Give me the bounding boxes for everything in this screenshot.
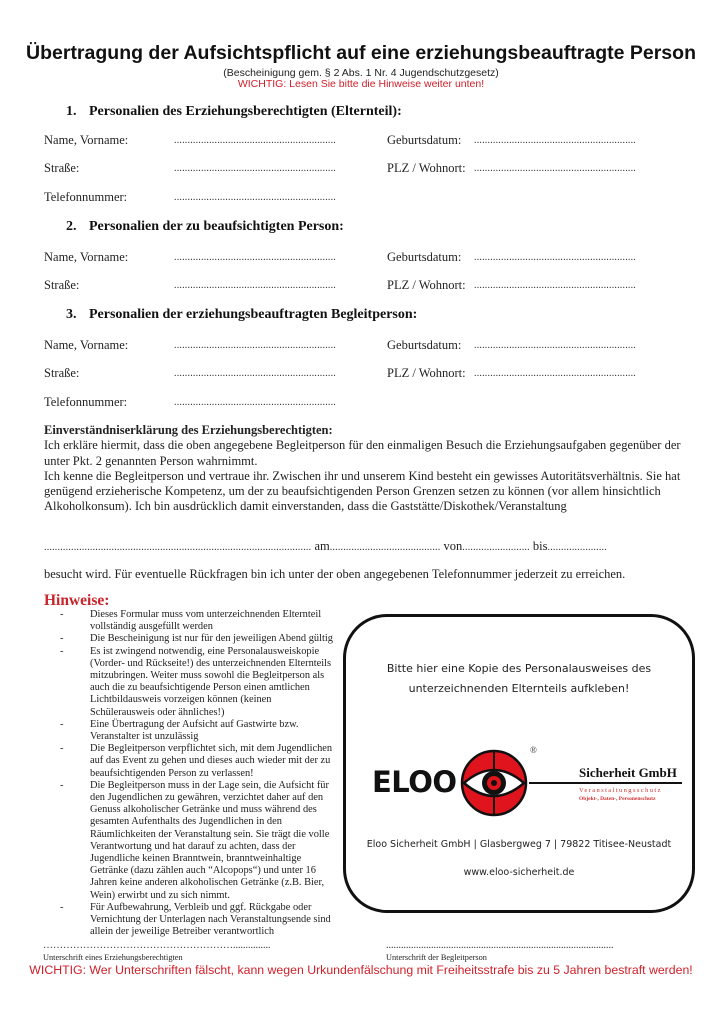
s3-street-field[interactable]: ............................................................	[174, 368, 336, 379]
hint-text: Die Bescheinigung ist nur für den jeweiligen Abend gültig	[90, 633, 333, 645]
logo-tagline-2: Objekt-, Daten-, Personenschutz	[579, 796, 656, 802]
parent-signature-field[interactable]: …………………………………………………...............	[43, 940, 271, 951]
s2-zip-city-field[interactable]: ............................................................	[474, 280, 636, 291]
parent-signature-label: Unterschrift eines Erziehungsberechtigten	[43, 953, 183, 962]
company-website[interactable]: www.eloo-sicherheit.de	[463, 867, 575, 878]
consent-closing: besucht wird. Für eventuelle Rückfragen bin ich unter der oben angegebenen Telefonnummer jederzeit zu erreichen.	[44, 567, 626, 581]
venue-field[interactable]: ...................................................................................................	[44, 542, 312, 553]
bullet-dash: -	[60, 779, 64, 791]
section-2-heading	[66, 219, 344, 235]
logo-tagline-1: Veranstaltungsschutz	[579, 787, 662, 794]
companion-signature-label: Unterschrift der Begleitperson	[386, 953, 487, 962]
section-title: Personalien der erziehungsbeauftragten Begleitperson:	[89, 307, 418, 322]
s1-birthdate-field[interactable]: ............................................................	[474, 135, 636, 146]
consent-paragraph-1: Ich erkläre hiermit, dass die oben angegebene Begleitperson für den einmaligen Besuch die Erziehungsaufgaben gegenüber der unter Pkt. 2 genannten Person wahrnimmt.	[44, 438, 681, 468]
s3-zip-city-field[interactable]: ............................................................	[474, 368, 636, 379]
s1-phone-label: Telefonnummer:	[44, 190, 128, 204]
s2-street-label: Straße:	[44, 278, 80, 292]
hint-text: Es ist zwingend notwendig, eine Personalausweiskopie (Vorder- und Rückseite!) des unterzeichnenden Elternteils mitzubringen. Weiter muss sowohl die Begleitperson als auch die zu beaufsichtigende Person einen amtlichen Lichtbildausweis vorzeigen können (keinen Schülerausweis oder ähnliches!)	[90, 645, 332, 718]
s1-zip-city-field[interactable]: ............................................................	[474, 163, 636, 174]
to-time-field[interactable]: ......................	[547, 542, 607, 553]
id-copy-box	[343, 614, 695, 913]
hint-text: Die Begleitperson verpflichtet sich, mit dem Jugendlichen auf das Event zu gehen und dieses auch wieder mit der zu beaufsichtigenden Person zu verlassen!	[90, 743, 333, 779]
eloo-logo	[364, 747, 684, 817]
hint-text: Dieses Formular muss vom unterzeichnenden Elternteil vollständig ausgefüllt werden	[90, 609, 322, 633]
s3-zip-city-label: PLZ / Wohnort:	[387, 366, 466, 380]
s3-name-field[interactable]: ............................................................	[174, 340, 336, 351]
hint-item	[33, 743, 338, 780]
consent-paragraph-2: Ich kenne die Begleitperson und vertraue ihr. Zwischen ihr und unserem Kind besteht ein gewisses Autoritätsverhältnis. Sie hat genügend erzieherische Kompetenz, um der zu beaufsichtigenden Person Grenzen setzen zu können (vor allem hinsichtlich Alkoholkonsum). Ich bin ausdrücklich damit einverstanden, dass die Gaststätte/Diskothek/Veranstaltung	[44, 468, 681, 514]
section-title: Personalien des Erziehungsberechtigten (Elternteil):	[89, 104, 402, 119]
s3-street-label: Straße:	[44, 366, 80, 380]
hints-list	[33, 609, 338, 938]
section-number: 2.	[66, 219, 77, 234]
consent-block	[44, 423, 694, 515]
section-title: Personalien der zu beaufsichtigten Person:	[89, 219, 344, 234]
s2-street-field[interactable]: ............................................................	[174, 280, 336, 291]
hints-title: Hinweise:	[44, 592, 110, 609]
document-subtitle: (Bescheinigung gem. § 2 Abs. 1 Nr. 4 Jugendschutzgesetz)	[223, 67, 499, 79]
hint-text: Die Begleitperson muss in der Lage sein, die Aufsicht für den Jugendlichen zu gewähren, verzichtet daher auf den Genuss alkoholischer Getränke und muss während des gesamten Aufenthalts des Jugendlichen in den Räumlichkeiten der Veranstaltung sein. Sie trägt die volle Verantwortung und hat darauf zu achten, dass der Jugendliche keinen Branntwein, branntweinhaltige Getränke (dazu zählen auch “Alcopops“) und unter 16 Jahren keine anderen alkoholischen Getränke (z.B. Bier, Wein) erwirbt und zu sich nimmt.	[90, 779, 330, 901]
logo-company: Sicherheit GmbH	[579, 765, 677, 780]
hint-item	[33, 780, 338, 902]
document-title: Übertragung der Aufsichtspflicht auf eine erziehungsbeauftragte Person	[26, 42, 696, 64]
s3-birthdate-label: Geburtsdatum:	[387, 338, 462, 352]
s2-birthdate-label: Geburtsdatum:	[387, 250, 462, 264]
s1-street-field[interactable]: ............................................................	[174, 163, 336, 174]
s3-name-label: Name, Vorname:	[44, 338, 129, 352]
section-1-heading	[66, 104, 402, 120]
eye-target-icon	[364, 747, 684, 817]
s3-phone-field[interactable]: ............................................................	[174, 397, 336, 408]
bullet-dash: -	[60, 633, 64, 645]
s1-birthdate-label: Geburtsdatum:	[387, 133, 462, 147]
instruction-line-1: Bitte hier eine Kopie des Personalausweises des	[386, 662, 652, 675]
s2-birthdate-field[interactable]: ............................................................	[474, 252, 636, 263]
am-label: am	[314, 539, 330, 553]
event-line	[44, 539, 684, 554]
company-address: Eloo Sicherheit GmbH | Glasbergweg 7 | 79822 Titisee-Neustadt	[366, 839, 672, 850]
consent-title: Einverständniserklärung des Erziehungsberechtigten:	[44, 423, 333, 437]
s2-name-field[interactable]: ............................................................	[174, 252, 336, 263]
hint-item	[33, 646, 338, 719]
s1-street-label: Straße:	[44, 161, 80, 175]
bullet-dash: -	[60, 743, 64, 755]
s1-name-field[interactable]: ............................................................	[174, 135, 336, 146]
bullet-dash: -	[60, 718, 64, 730]
bullet-dash: -	[60, 609, 64, 620]
hint-text: Eine Übertragung der Aufsicht auf Gastwirte bzw. Veranstalter ist unzulässig	[90, 718, 299, 743]
hint-item	[33, 902, 338, 939]
date-field[interactable]: .........................................	[329, 542, 441, 553]
bullet-dash: -	[60, 901, 64, 913]
id-copy-instructions	[346, 659, 692, 699]
s3-birthdate-field[interactable]: ............................................................	[474, 340, 636, 351]
s3-phone-label: Telefonnummer:	[44, 395, 128, 409]
hint-item	[33, 609, 338, 633]
hint-item	[33, 633, 338, 645]
von-label: von	[443, 539, 463, 553]
forgery-warning: WICHTIG: Wer Unterschriften fälscht, kann wegen Urkundenfälschung mit Freiheitsstrafe bis zu 5 Jahren bestraft werden!	[29, 963, 693, 977]
s1-phone-field[interactable]: ............................................................	[174, 192, 336, 203]
hint-text: Für Aufbewahrung, Verbleib und ggf. Rückgabe oder Vernichtung der Unterlagen nach Veranstaltungsende sind allein der jeweilige Betreiber verantwortlich	[90, 901, 331, 938]
s1-name-label: Name, Vorname:	[44, 133, 129, 147]
from-time-field[interactable]: .........................	[462, 542, 530, 553]
logo-wordmark: ELOO	[372, 765, 457, 799]
s2-name-label: Name, Vorname:	[44, 250, 129, 264]
instruction-line-2: unterzeichnenden Elternteils aufkleben!	[408, 682, 630, 695]
section-number: 3.	[66, 307, 77, 322]
top-warning: WICHTIG: Lesen Sie bitte die Hinweise weiter unten!	[237, 78, 485, 90]
section-3-heading	[66, 307, 417, 323]
section-number: 1.	[66, 104, 77, 119]
s2-zip-city-label: PLZ / Wohnort:	[387, 278, 466, 292]
companion-signature-field[interactable]: ...........................................................................................	[386, 940, 614, 951]
hint-item	[33, 719, 338, 743]
registered-mark: ®	[530, 745, 537, 755]
bis-label: bis	[532, 539, 548, 553]
s1-zip-city-label: PLZ / Wohnort:	[387, 161, 466, 175]
bullet-dash: -	[60, 645, 64, 657]
